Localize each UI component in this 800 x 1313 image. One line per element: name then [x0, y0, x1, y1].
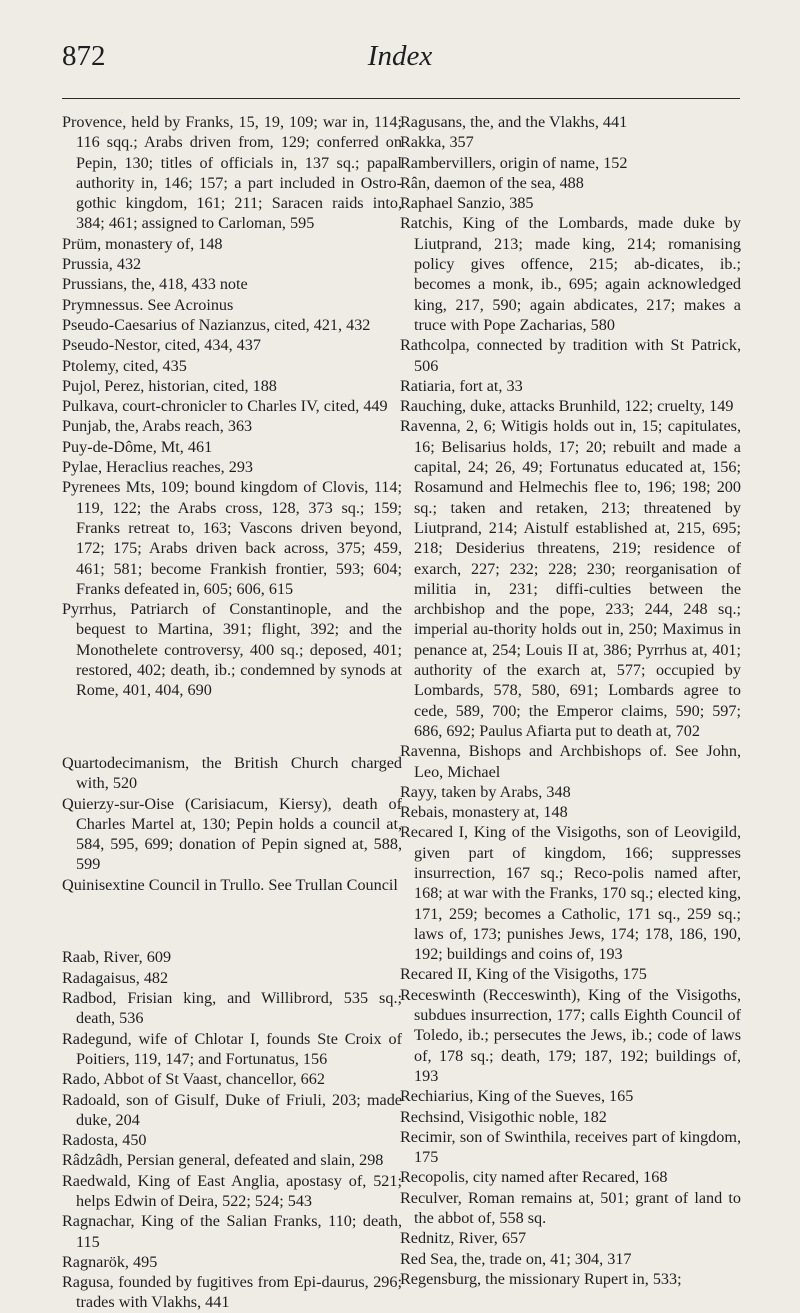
index-entry: Radoald, son of Gisulf, Duke of Friuli, 203; made duke, 204 — [62, 1090, 402, 1129]
index-entry: Recared II, King of the Visigoths, 175 — [400, 965, 647, 984]
index-entry: Pseudo-Caesarius of Nazianzus, cited, 421, 432 — [62, 315, 371, 334]
index-entry: Recared I, King of the Visigoths, son of Leovigild, given part of kingdom, 166; suppresses insurrection, 167 sq.; Reco-polis named after, 168; at war with the Franks, 170 sq.; elected king, 171, 259; becomes a Catholic, 171 sq., 259 sq.; laws of, 173; punishes Jews, 174; 178, 186, 190, 192; buildings and coins of, 193 — [400, 823, 741, 964]
index-entry: Râdzâdh, Persian general, defeated and slain, 298 — [62, 1151, 384, 1170]
index-column-left — [62, 112, 402, 1313]
index-entry: Raphael Sanzio, 385 — [400, 194, 534, 213]
index-entry: Ratiaria, fort at, 33 — [400, 376, 523, 395]
index-entry: Pyrrhus, Patriarch of Constantinople, and the bequest to Martina, 391; flight, 392; and the Monothelete controversy, 400 sq.; deposed, 401; restored, 402; death, ib.; condemned by synods at Rome, 401, 404, 690 — [62, 600, 402, 700]
index-entry: Ptolemy, cited, 435 — [62, 356, 187, 375]
index-entry: Ravenna, Bishops and Archbishops of. See John, Leo, Michael — [400, 742, 741, 781]
index-entry: Radosta, 450 — [62, 1131, 147, 1150]
index-entry: Radegund, wife of Chlotar I, founds Ste Croix of Poitiers, 119, 147; and Fortunatus, 156 — [62, 1029, 402, 1068]
index-entry: Ragusa, founded by fugitives from Epi-daurus, 296; trades with Vlakhs, 441 — [62, 1273, 402, 1312]
index-entry: Pulkava, court-chronicler to Charles IV, cited, 449 — [62, 397, 388, 416]
index-entry: Rakka, 357 — [400, 133, 474, 152]
index-entry: Rayy, taken by Arabs, 348 — [400, 782, 571, 801]
index-entry: Receswinth (Recceswinth), King of the Visigoths, subdues insurrection, 177; calls Eighth Council of Toledo, ib.; persecutes the Jews, ib.; code of laws of, 178 sq.; death, 179; 187, 192; buildings of, 193 — [400, 985, 741, 1085]
index-entry: Ragnarök, 495 — [62, 1252, 158, 1271]
index-entry: Pyrenees Mts, 109; bound kingdom of Clovis, 114; 119, 122; the Arabs cross, 128, 373 sq.; 159; Franks retreat to, 163; Vascons driven beyond, 172; 175; Arabs driven back across, 375; 459, 461; 581; become Frankish frontier, 593; 604; Franks defeated in, 605; 606, 615 — [62, 478, 402, 598]
index-entry: Ravenna, 2, 6; Witigis holds out in, 15; capitulates, 16; Belisarius holds, 17; 20; rebuilt and made a capital, 24; 26, 49; Fortunatus educated at, 156; Rosamund and Helmechis flee to, 196; 198; 200 sq.; taken and retaken, 213; threatened by Liutprand, 214; Aistulf established at, 215, 695; 218; Desiderius threatens, 219; residence of exarch, 227; 232; 228; 230; reorganisation of militia in, 231; diffi-culties between the archbishop and the pope, 233; 244, 248 sq.; imperial au-thority holds out in, 250; Maximus in penance at, 254; Louis II at, 386; Pyrrhus at, 401; authority of the exarch at, 577; occupied by Lombards, 578, 580, 691; Lombards agree to cede, 589, 700; the Emperor claims, 590; 597; 686, 692; Paulus Afiarta put to death at, 702 — [400, 417, 741, 740]
index-entry: Ratchis, King of the Lombards, made duke by Liutprand, 213; made king, 214; romanising policy gives offence, 215; ab-dicates, ib.; becomes a monk, ib., 695; again acknowledged king, 217, 590; again abdicates, 217; makes a truce with Pope Zacharias, 580 — [400, 214, 741, 334]
index-entry: Recopolis, city named after Recared, 168 — [400, 1168, 668, 1187]
index-entry: Quartodecimanism, the British Church charged with, 520 — [62, 753, 402, 793]
index-entry: Rauching, duke, attacks Brunhild, 122; cruelty, 149 — [400, 397, 734, 416]
index-entry: Ragusans, the, and the Vlakhs, 441 — [400, 113, 628, 131]
index-column-right — [400, 112, 741, 1289]
index-entry: Punjab, the, Arabs reach, 363 — [62, 417, 253, 436]
index-entry: Rado, Abbot of St Vaast, chancellor, 662 — [62, 1070, 325, 1089]
index-entry: Reculver, Roman remains at, 501; grant of land to the abbot of, 558 sq. — [400, 1188, 741, 1228]
index-entry: Regensburg, the missionary Rupert in, 533; — [400, 1269, 682, 1288]
index-entry: Recimir, son of Swinthila, receives part of kingdom, 175 — [400, 1127, 741, 1167]
index-entry: Rathcolpa, connected by tradition with St Patrick, 506 — [400, 336, 741, 375]
index-entry: Raab, River, 609 — [62, 948, 172, 967]
page-title: Index — [367, 40, 433, 72]
index-entry: Prymnessus. See Acroinus — [62, 295, 234, 314]
section-gap — [62, 911, 402, 931]
index-entry: Quierzy-sur-Oise (Carisiacum, Kiersy), death of Charles Martel at, 130; Pepin holds a council at, 584, 595, 699; donation of Pepin signed at, 588, 599 — [62, 794, 402, 874]
index-entry: Ragnachar, King of the Salian Franks, 110; death, 115 — [62, 1212, 402, 1251]
index-entry: Rân, daemon of the sea, 488 — [400, 173, 584, 192]
index-entry: Pujol, Perez, historian, cited, 188 — [62, 376, 277, 395]
index-entry: Rechsind, Visigothic noble, 182 — [400, 1107, 607, 1126]
page-number: 872 — [62, 40, 106, 72]
index-entry: Quinisextine Council in Trullo. See Trullan Council — [62, 875, 398, 894]
index-entry: Rambervillers, origin of name, 152 — [400, 153, 628, 172]
index-entry: Radbod, Frisian king, and Willibrord, 535 sq.; death, 536 — [62, 989, 402, 1028]
index-entry: Pseudo-Nestor, cited, 434, 437 — [62, 336, 261, 355]
index-entry: Rechiarius, King of the Sueves, 165 — [400, 1087, 634, 1106]
index-entry: Prussians, the, 418, 433 note — [62, 275, 248, 294]
index-entry: Prüm, monastery of, 148 — [62, 234, 223, 253]
index-entry: Puy-de-Dôme, Mt, 461 — [62, 437, 213, 456]
section-gap — [62, 717, 402, 737]
index-entry: Rednitz, River, 657 — [400, 1229, 527, 1248]
page-header — [0, 40, 800, 92]
index-entry: Red Sea, the, trade on, 41; 304, 317 — [400, 1249, 632, 1268]
index-entry: Provence, held by Franks, 15, 19, 109; war in, 114; 116 sqq.; Arabs driven from, 129; conferred on Pepin, 130; titles of officials in, 137 sq.; papal authority in, 146; 157; a part included in Ostro-gothic kingdom, 161; 211; Saracen raids into, 384; 461; assigned to Carloman, 595 — [62, 113, 402, 233]
index-entry: Prussia, 432 — [62, 255, 142, 274]
index-entry: Pylae, Heraclius reaches, 293 — [62, 458, 254, 477]
header-rule — [62, 98, 740, 99]
index-entry: Rebais, monastery at, 148 — [400, 803, 568, 822]
index-entry: Radagaisus, 482 — [62, 968, 169, 987]
index-entry: Raedwald, King of East Anglia, apostasy of, 521; helps Edwin of Deira, 522; 524; 543 — [62, 1171, 402, 1210]
